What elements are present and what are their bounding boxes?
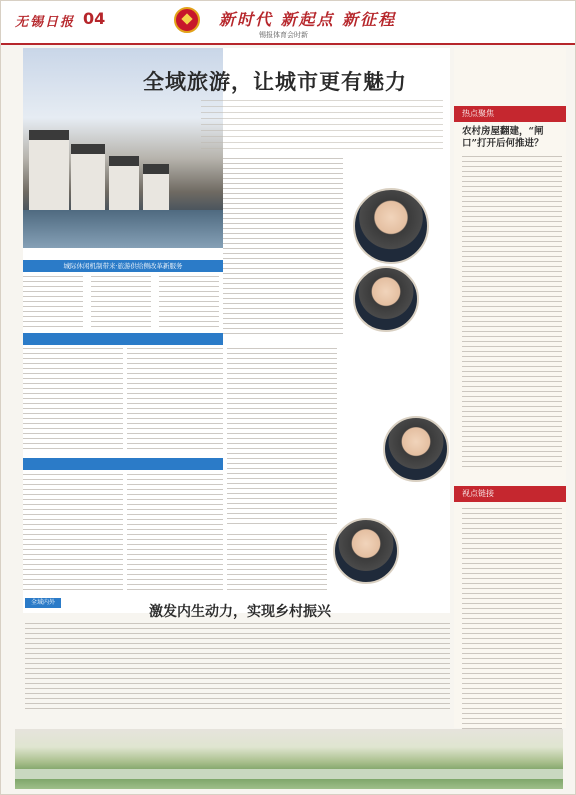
body-text (159, 276, 219, 330)
right-section-head-2: 视点链接 (454, 486, 566, 502)
bottom-tag: 全域内外 (25, 598, 61, 608)
river-shape (15, 769, 563, 779)
canal-water (23, 210, 223, 248)
house-shape (143, 164, 169, 210)
portrait-photo (353, 188, 429, 264)
main-article (23, 48, 450, 613)
header-slogan-sub: 锡报体育会时新 (259, 31, 308, 39)
body-text (23, 348, 123, 452)
main-title: 全域旅游，让城市更有魅力 (143, 69, 407, 94)
portrait-photo (383, 416, 449, 482)
right-body-text (462, 508, 562, 744)
bottom-title: 激发内生动力，实现乡村振兴 (149, 604, 331, 620)
portrait-photo (333, 518, 399, 584)
paper-name: 无锡日报 (15, 15, 76, 30)
right-section-head-1: 热点聚焦 (454, 106, 566, 122)
section-bar-3 (23, 458, 223, 470)
body-text (227, 348, 337, 528)
page-number: 04 (83, 9, 106, 28)
portrait-photo (353, 266, 419, 332)
house-shape (29, 130, 69, 210)
body-text (227, 534, 327, 594)
house-shape (109, 156, 139, 210)
right-body-text (462, 156, 562, 470)
section-bar-1: 城际休闲机制带来·旅游供给侧改革新服务 (23, 260, 223, 272)
right-article-title: 农村房屋翻建，“闸口”打开后何推进？ (462, 126, 544, 149)
body-text (127, 474, 223, 594)
body-text (23, 474, 123, 594)
house-shape (71, 144, 105, 210)
section-bar-2 (23, 333, 223, 345)
body-text (91, 276, 151, 330)
body-text (223, 158, 343, 338)
lead-text (201, 100, 443, 154)
bottom-body-text (25, 623, 450, 713)
panorama-photo (15, 729, 563, 789)
party-emblem-icon (174, 7, 200, 33)
header-slogan: 新时代 新起点 新征程 (219, 10, 397, 29)
right-column (454, 48, 566, 728)
body-text (23, 276, 83, 330)
body-text (127, 348, 223, 452)
page-header (1, 1, 576, 45)
